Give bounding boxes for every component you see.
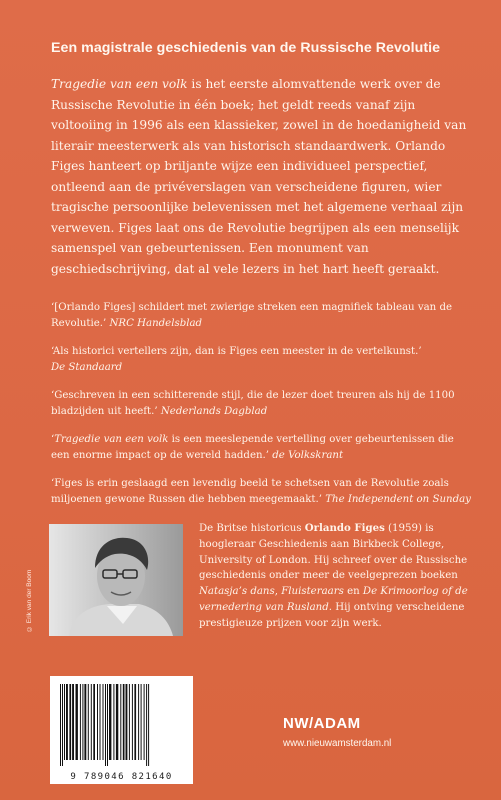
- review-source: NRC Handelsblad: [109, 318, 203, 329]
- review-quote: ‘Als historici vertellers zijn, dan is Figes een meester in de vertelkunst.’ De Standaard: [51, 346, 422, 373]
- isbn-barcode: [50, 676, 193, 784]
- review-quote: ‘[Orlando Figes] schildert met zwierige streken een magnifiek tableau van de Revolutie.’ NRC Handelsblad: [51, 302, 453, 329]
- author-bio: De Britse historicus Orlando Figes (1959) is hoogleraar Geschiedenis aan Birkbeck College, University of London. Hij schreef over de Russische geschiedenis onder meer de veelgeprezen boeken Natasja’s dans, Fluisteraars en De Krimoorlog of de vernedering van Rusland. Hij ontving verscheidene prestigieuze prijzen voor zijn werk.: [199, 522, 468, 629]
- author-name: Orlando Figes: [304, 522, 385, 534]
- review-source: The Independent on Sunday: [325, 494, 471, 505]
- review-quote: ‘Geschreven in een schitterende stijl, die de lezer doet treuren als hij de 1100 bladzijden uit heeft.’ Nederlands Dagblad: [51, 390, 455, 417]
- publisher-logo: [283, 713, 363, 733]
- barcode-number: 9 789046 821640: [70, 772, 173, 782]
- photo-credit: © Erik van der Boom: [26, 569, 33, 632]
- intro-paragraph: [51, 74, 471, 279]
- review-source: de Volkskrant: [272, 450, 344, 461]
- barcode-bars: [50, 676, 193, 770]
- review-source: De Standaard: [51, 362, 123, 373]
- review-quotes: [51, 300, 471, 520]
- review-quote: ‘Figes is erin geslaagd een levendig beeld te schetsen van de Revolutie zoals miljoenen gewone Russen die hebben meegemaakt.’ The Independent on Sunday: [51, 478, 471, 505]
- intro-text: is het eerste alomvattende werk over de Russische Revolutie in één boek; het geldt reeds vanaf zijn voltooiing in 1996 als een klassieker, zowel in de hoedanigheid van literair meesterwerk als van historisch standaardwerk. Orlando Figes hanteert op briljante wijze een individueel perspectief, ontleend aan de privéverslagen van verscheidene figuren, wier tragische persoonlijke belevenissen met het algemene verhaal zijn verweven. Figes laat ons de Revolutie begrijpen als een menselijk samenspel van gebeurtenissen. Een monument van geschiedschrijving, dat al vele lezers in het hart heeft geraakt.: [51, 77, 467, 276]
- publisher-logo-text: NW/ADAM: [283, 715, 361, 732]
- author-photo: [49, 524, 183, 636]
- intro-book-title: Tragedie van een volk: [51, 77, 188, 91]
- review-source: Nederlands Dagblad: [160, 406, 268, 417]
- cover-heading: Een magistrale geschiedenis van de Russische Revolutie: [51, 40, 441, 56]
- review-quote: ‘Tragedie van een volk is een meeslepende vertelling over gebeurtenissen die een enorme impact op de wereld hadden.’ de Volkskrant: [51, 434, 454, 461]
- publisher-url: www.nieuwamsterdam.nl: [283, 738, 392, 749]
